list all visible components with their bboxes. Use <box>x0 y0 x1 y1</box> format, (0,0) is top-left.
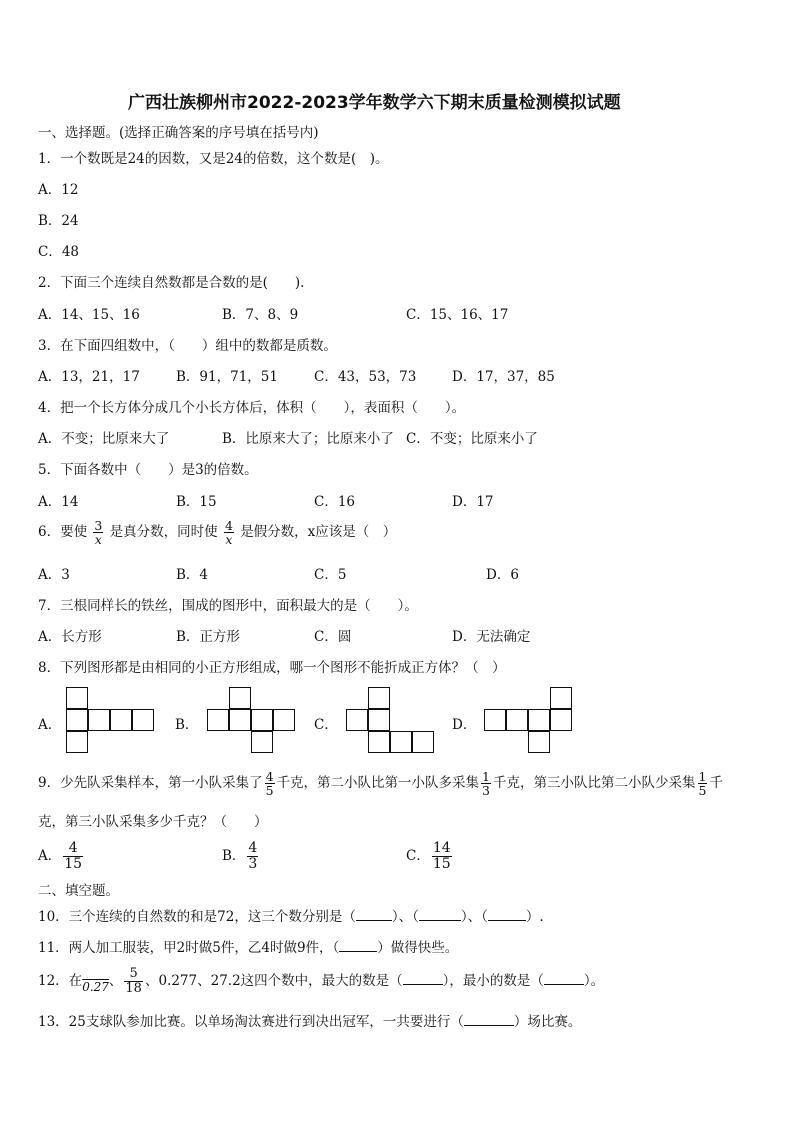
q1-option-c[interactable]: C．48 <box>38 244 80 260</box>
question-8-stem: 8．下列图形都是由相同的小正方形组成，哪一个图形不能折成正方体？（ ） <box>38 660 506 676</box>
section-choice-header: 一、选择题。(选择正确答案的序号填在括号内) <box>38 125 319 141</box>
question-11: 11．两人加工服装，甲2时做5件，乙4时做9件，（ ）做得快些。 <box>38 940 459 956</box>
page-title: 广西壮族柳州市2022-2023学年数学六下期末质量检测模拟试题 <box>128 93 621 113</box>
section-fill-header: 二、填空题。 <box>38 883 119 899</box>
question-6-stem <box>38 518 396 546</box>
q9-text-1: 9．少先队采集样本，第一小队采集了 <box>38 775 263 791</box>
question-10: 10．三个连续的自然数的和是72，这三个数分别是（ ）、（ ）、（ ）. <box>38 909 544 925</box>
q1-option-b[interactable]: B．24 <box>38 213 79 229</box>
q6-fraction-2: $\frac{4}{x}$ <box>224 517 233 547</box>
q2-option-b[interactable]: B．7、8、9 <box>222 307 299 323</box>
q5-option-d[interactable]: D．17 <box>452 494 494 510</box>
q7-option-c[interactable]: C．圆 <box>314 629 352 645</box>
q9-option-c-fraction: $\frac{14}{15}$ <box>432 840 451 872</box>
q9-option-a-fraction: $\frac{4}{15}$ <box>64 840 83 872</box>
q4-option-a[interactable]: A．不变；比原来大了 <box>38 431 170 447</box>
question-13: 13．25支球队参加比赛。以单场淘汰赛进行到决出冠军，一共要进行（ ）场比赛。 <box>38 1014 582 1030</box>
q9-text-3: 千克，第三小队比第二小队少采集 <box>493 775 696 791</box>
q6-text-3: 是假分数，x应该是（ ） <box>240 524 397 540</box>
q3-option-a[interactable]: A．13，21，17 <box>38 369 140 385</box>
question-4-stem: 4．把一个长方体分成几个小长方体后，体积（ ），表面积（ ）。 <box>38 400 466 416</box>
q9-option-b[interactable]: B． $\frac{4}{3}$ <box>222 840 258 872</box>
question-1-stem: 1．一个数既是24的因数，又是24的倍数，这个数是( )。 <box>38 151 389 167</box>
q8-option-d[interactable]: D． <box>452 717 477 733</box>
q8-option-a[interactable]: A． <box>38 717 62 733</box>
q3-option-b[interactable]: B．91，71，51 <box>176 369 278 385</box>
q11-blank-1[interactable] <box>339 939 377 952</box>
q9-fraction-3: $\frac{1}{5}$ <box>698 768 707 798</box>
question-2-stem: 2．下面三个连续自然数都是合数的是( ). <box>38 275 305 291</box>
question-3-stem: 3．在下面四组数中，（ ）组中的数都是质数。 <box>38 338 337 354</box>
q9-option-c[interactable]: C． $\frac{14}{15}$ <box>406 840 451 872</box>
question-12: 12．在0.27、 $\frac{5}{18}$ 、0.277、27.2这四个数中，最大的数是（ ），最小的数是（ ）。 <box>38 966 605 996</box>
q5-option-b[interactable]: B．15 <box>176 494 217 510</box>
q6-option-d[interactable]: D．6 <box>486 567 519 583</box>
q3-option-d[interactable]: D．17，37，85 <box>452 369 555 385</box>
q12-fraction: $\frac{5}{18}$ <box>125 966 142 996</box>
question-5-stem: 5．下面各数中（ ）是3的倍数。 <box>38 462 258 478</box>
q6-option-a[interactable]: A．3 <box>38 567 70 583</box>
q2-option-c[interactable]: C．15、16、17 <box>406 307 509 323</box>
q5-option-a[interactable]: A．14 <box>38 494 79 510</box>
q4-option-c[interactable]: C．不变；比原来小了 <box>406 431 538 447</box>
q6-fraction-1: $\frac{3}{x}$ <box>94 517 103 547</box>
q12-blank-1[interactable] <box>403 972 443 985</box>
question-9-stem <box>38 768 723 798</box>
q9-option-b-fraction: $\frac{4}{3}$ <box>248 840 258 872</box>
q10-blank-3[interactable] <box>488 908 526 921</box>
q9-fraction-2: $\frac{1}{3}$ <box>482 768 490 798</box>
q6-text-2: 是真分数，同时使 <box>109 524 218 540</box>
q3-option-c[interactable]: C．43，53，73 <box>314 369 417 385</box>
q10-blank-1[interactable] <box>356 908 392 921</box>
q2-option-a[interactable]: A．14、15、16 <box>38 307 140 323</box>
q8-option-c[interactable]: C． <box>314 717 338 733</box>
q9-text-4: 千 <box>709 775 723 791</box>
q12-repeating-decimal: 0.27 <box>82 980 109 994</box>
q12-blank-2[interactable] <box>544 972 584 985</box>
q9-fraction-1: $\frac{4}{5}$ <box>265 768 274 798</box>
question-7-stem: 7．三根同样长的铁丝，围成的图形中，面积最大的是（ ）。 <box>38 598 418 614</box>
q13-blank-1[interactable] <box>464 1013 514 1026</box>
q6-text-1: 6．要使 <box>38 524 88 540</box>
q7-option-b[interactable]: B．正方形 <box>176 629 240 645</box>
q10-blank-2[interactable] <box>419 908 461 921</box>
q7-option-a[interactable]: A．长方形 <box>38 629 102 645</box>
q4-option-b[interactable]: B．比原来大了；比原来小了 <box>222 431 394 447</box>
question-9-line-2: 克，第三小队采集多少千克？（ ） <box>38 814 268 830</box>
q6-option-c[interactable]: C．5 <box>314 567 347 583</box>
q6-option-b[interactable]: B．4 <box>176 567 209 583</box>
q8-option-b[interactable]: B． <box>175 717 199 733</box>
q7-option-d[interactable]: D．无法确定 <box>452 629 531 645</box>
q9-text-2: 千克，第二小队比第一小队多采集 <box>276 775 480 791</box>
q1-option-a[interactable]: A．12 <box>38 182 79 198</box>
q9-option-a[interactable]: A． $\frac{4}{15}$ <box>38 840 83 872</box>
q5-option-c[interactable]: C．16 <box>314 494 356 510</box>
